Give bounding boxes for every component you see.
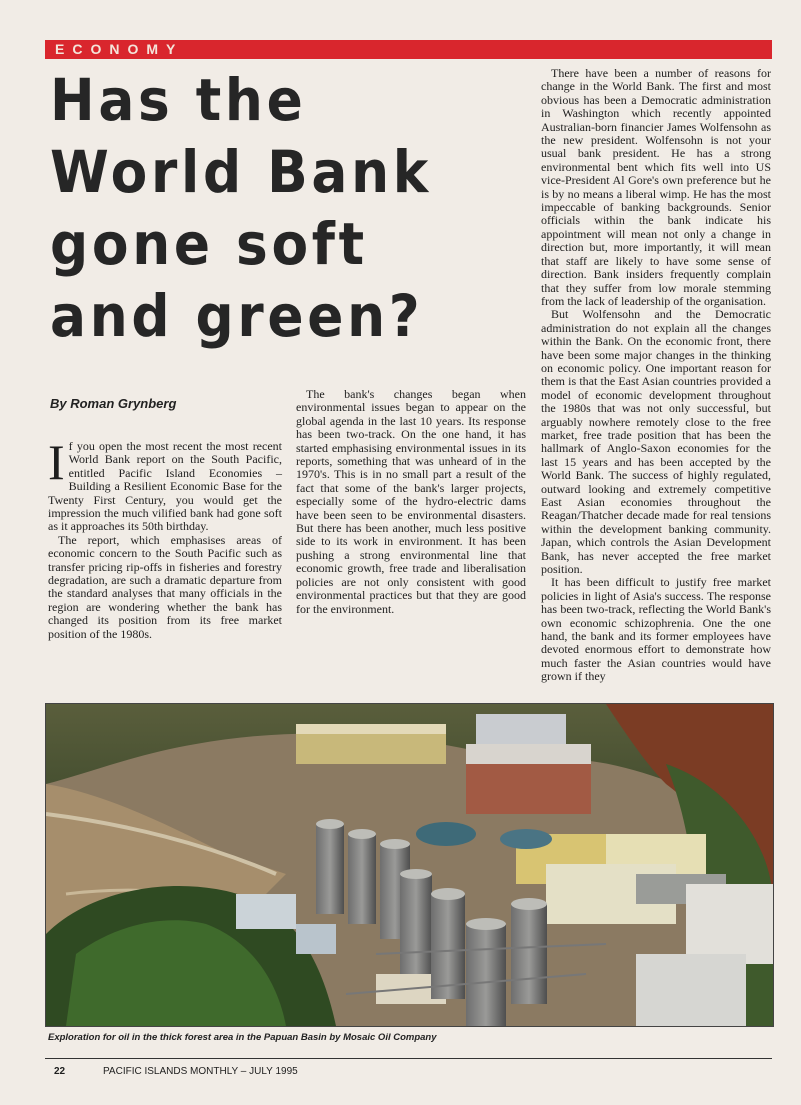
- article-column-3: [541, 67, 771, 684]
- section-label: ECONOMY: [55, 41, 184, 57]
- aerial-industrial-site-photo: [45, 703, 774, 1027]
- headline: Has the World Bank gone soft and green?: [50, 66, 432, 350]
- article-paragraph-1-text: f you open the most recent the most recent World Bank report on the South Pacific, entitled Pacific Island Economies – Building a Resilient Economic Base for the Twenty First Century, you would get the impression the much vilified bank had gone soft as it approaches its 50th birthday.: [48, 439, 282, 534]
- footer-divider: [45, 1058, 772, 1059]
- page-number: 22: [54, 1066, 66, 1077]
- article-paragraph-2: The report, which emphasises areas of economic concern to the South Pacific such as transfer pricing rip-offs in fisheries and forestry degradation, are such a dramatic departure from the standard analyses that many officials in the region are wondering whether the bank has changed its position from its free market position of the 1980s.: [48, 532, 282, 641]
- publication-footer: PACIFIC ISLANDS MONTHLY – JULY 1995: [103, 1066, 298, 1077]
- article-column-1: [48, 434, 282, 641]
- article-paragraph-5: But Wolfensohn and the Democratic administration do not explain all the changes within the Bank. On the economic front, there have been some major changes in the thinking on economic policy. One important reason for them is that the East Asian countries provided a model of economic development throughout the 1980s that was not only successful, but arguably nowhere remotely close to the free market, free trade position that has been the hallmark of Anglo-Saxon economies for the last 15 years and has been accepted by the World Bank. The success of highly regulated, outward looking and extremely competitive East Asian economies throughout the Reagan/Thatcher decade made for real tensions within the development banking community. Japan, which controls the Asian Development Bank, has never accepted the free market position.: [541, 307, 771, 577]
- photo-caption: Exploration for oil in the thick forest area in the Papuan Basin by Mosaic Oil Company: [48, 1032, 437, 1043]
- photo-illustration: [46, 704, 773, 1026]
- drop-cap: I: [48, 434, 65, 490]
- section-bar: [45, 40, 772, 59]
- article-paragraph-3: The bank's changes began when environmental issues began to appear on the global agenda in the last 10 years. Its response has been two-track. On the one hand, it has started emphasising environmental issues in its reports, something that was unheard of in the 1970's. This is in no small part a result of the fact that some of the bank's larger projects, especially some of the hydro-electric dams have been seen to be environmental disasters. But there has been another, much less positive side to its work in environment. It has been pushing a strong environmental line that economic growth, free trade and liberalisation policies are not only consistent with good environmental practices but that they are good for the environment.: [296, 387, 526, 616]
- byline: By Roman Grynberg: [50, 396, 177, 411]
- article-paragraph-4: There have been a number of reasons for change in the World Bank. The first and most obvious has been a Democratic administration in Washington which recently appointed Australian-born financier James Wolfensohn as the new president. Wolfensohn is not your usual bank president. He has a strong environmental bent which fits well into US vice-President Al Gore's own preference but he is by no means a liberal wimp. He has the most impeccable of banking backgrounds. Senior officials within the bank indicate his appointment will mean not only a change in direction but, more importantly, it will mean that staff are likely to have some sense of direction. Bank insiders frequently complain that they suffer from low morale stemming from the lack of leadership of the organisation.: [541, 66, 771, 308]
- article-column-2: [296, 388, 526, 616]
- article-paragraph-6: It has been difficult to justify free market policies in light of Asia's success. The response has been two-track, reflecting the World Bank's own economic schizophrenia. One the one hand, the bank and its former employees have devoted enormous effort to demonstrate how much faster the Asian countries would have grown if they: [541, 575, 771, 684]
- article-paragraph-1: [48, 434, 282, 534]
